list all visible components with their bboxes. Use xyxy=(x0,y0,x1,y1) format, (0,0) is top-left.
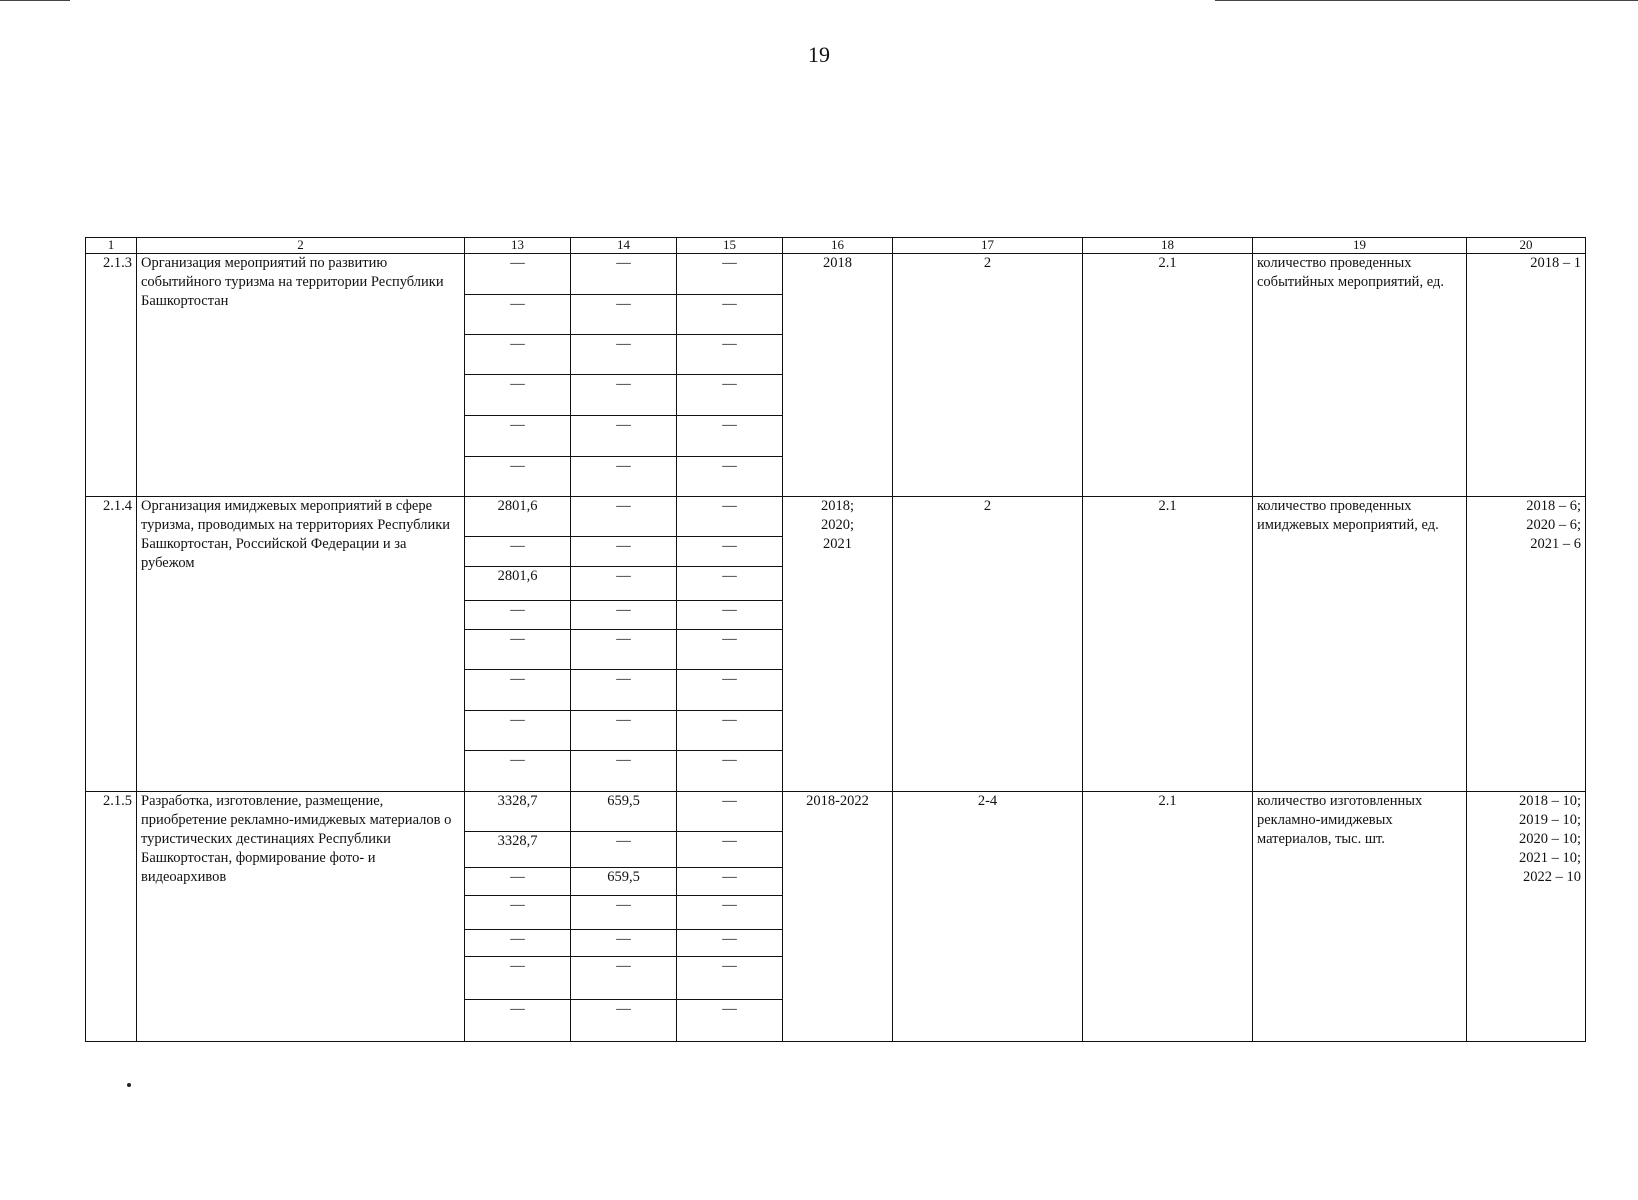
cell-col15: — xyxy=(677,567,783,601)
cell-col14: — xyxy=(571,567,677,601)
section-period: 2018-2022 xyxy=(783,792,893,1042)
cell-col14: — xyxy=(571,670,677,711)
cell-col15: — xyxy=(677,416,783,457)
section-col18: 2.1 xyxy=(1083,254,1253,497)
cell-col15: — xyxy=(677,1000,783,1042)
header-cell: 13 xyxy=(465,238,571,254)
cell-col15: — xyxy=(677,537,783,567)
cell-col15: — xyxy=(677,630,783,670)
plan-table xyxy=(85,237,1586,1042)
section-name: Организация мероприятий по развитию событийного туризма на территории Республики Башкортостан xyxy=(137,254,465,497)
cell-col14: — xyxy=(571,711,677,751)
section-indicator: количество изготовленных рекламно-имиджевых материалов, тыс. шт. xyxy=(1253,792,1467,1042)
cell-col14: — xyxy=(571,335,677,375)
section-col18: 2.1 xyxy=(1083,792,1253,1042)
cell-col14: — xyxy=(571,1000,677,1042)
cell-col14: — xyxy=(571,896,677,930)
stray-mark xyxy=(127,1083,131,1087)
cell-col15: — xyxy=(677,254,783,295)
cell-col14: — xyxy=(571,537,677,567)
table-row xyxy=(86,497,1586,537)
cell-col14: — xyxy=(571,930,677,957)
cell-col15: — xyxy=(677,868,783,896)
scan-edge-right xyxy=(1215,0,1638,1)
cell-col13: — xyxy=(465,751,571,792)
cell-col13: — xyxy=(465,957,571,1000)
cell-col15: — xyxy=(677,601,783,630)
cell-col13: — xyxy=(465,868,571,896)
cell-col14: — xyxy=(571,375,677,416)
cell-col13: — xyxy=(465,416,571,457)
cell-col13: — xyxy=(465,335,571,375)
cell-col14: — xyxy=(571,457,677,497)
section-name: Организация имиджевых мероприятий в сфере туризма, проводимых на территориях Республики Башкортостан, Российской Федерации и за рубежом xyxy=(137,497,465,792)
cell-col14: — xyxy=(571,751,677,792)
cell-col15: — xyxy=(677,751,783,792)
cell-col15: — xyxy=(677,375,783,416)
cell-col15: — xyxy=(677,295,783,335)
section-target: 2018 – 10; 2019 – 10; 2020 – 10; 2021 – 10; 2022 – 10 xyxy=(1467,792,1586,1042)
section-period: 2018 xyxy=(783,254,893,497)
header-cell: 15 xyxy=(677,238,783,254)
cell-col13: — xyxy=(465,295,571,335)
cell-col14: 659,5 xyxy=(571,792,677,832)
section-name: Разработка, изготовление, размещение, приобретение рекламно-имиджевых материалов о туристических дестинациях Республики Башкортостан, формирование фото- и видеоархивов xyxy=(137,792,465,1042)
cell-col13: — xyxy=(465,630,571,670)
cell-col15: — xyxy=(677,957,783,1000)
page-number: 19 xyxy=(808,42,830,67)
section-code: 2.1.3 xyxy=(86,254,137,497)
cell-col15: — xyxy=(677,457,783,497)
cell-col13: — xyxy=(465,896,571,930)
cell-col15: — xyxy=(677,896,783,930)
cell-col13: — xyxy=(465,1000,571,1042)
cell-col14: — xyxy=(571,295,677,335)
header-cell: 2 xyxy=(137,238,465,254)
cell-col15: — xyxy=(677,792,783,832)
cell-col13: 2801,6 xyxy=(465,567,571,601)
cell-col13: — xyxy=(465,375,571,416)
header-cell: 19 xyxy=(1253,238,1467,254)
cell-col14: — xyxy=(571,416,677,457)
section-code: 2.1.5 xyxy=(86,792,137,1042)
table-row xyxy=(86,254,1586,295)
header-cell: 1 xyxy=(86,238,137,254)
cell-col13: — xyxy=(465,670,571,711)
section-period: 2018; 2020; 2021 xyxy=(783,497,893,792)
cell-col14: 659,5 xyxy=(571,868,677,896)
cell-col13: — xyxy=(465,601,571,630)
cell-col15: — xyxy=(677,832,783,868)
section-indicator: количество проведенных имиджевых мероприятий, ед. xyxy=(1253,497,1467,792)
scan-edge-left xyxy=(0,0,70,1)
cell-col13: — xyxy=(465,537,571,567)
cell-col13: — xyxy=(465,457,571,497)
section-indicator: количество проведенных событийных мероприятий, ед. xyxy=(1253,254,1467,497)
cell-col14: — xyxy=(571,601,677,630)
section-target: 2018 – 1 xyxy=(1467,254,1586,497)
cell-col14: — xyxy=(571,254,677,295)
cell-col13: — xyxy=(465,711,571,751)
section-col18: 2.1 xyxy=(1083,497,1253,792)
section-target: 2018 – 6; 2020 – 6; 2021 – 6 xyxy=(1467,497,1586,792)
header-cell: 16 xyxy=(783,238,893,254)
header-row xyxy=(86,238,1586,254)
cell-col14: — xyxy=(571,957,677,1000)
cell-col13: 3328,7 xyxy=(465,792,571,832)
header-cell: 20 xyxy=(1467,238,1586,254)
cell-col14: — xyxy=(571,832,677,868)
header-cell: 14 xyxy=(571,238,677,254)
section-code: 2.1.4 xyxy=(86,497,137,792)
cell-col15: — xyxy=(677,711,783,751)
section-col17: 2 xyxy=(893,497,1083,792)
cell-col14: — xyxy=(571,630,677,670)
cell-col13: 3328,7 xyxy=(465,832,571,868)
cell-col15: — xyxy=(677,335,783,375)
cell-col13: — xyxy=(465,254,571,295)
cell-col13: — xyxy=(465,930,571,957)
cell-col14: — xyxy=(571,497,677,537)
section-col17: 2 xyxy=(893,254,1083,497)
header-cell: 18 xyxy=(1083,238,1253,254)
table-row xyxy=(86,792,1586,832)
cell-col15: — xyxy=(677,670,783,711)
cell-col15: — xyxy=(677,497,783,537)
cell-col13: 2801,6 xyxy=(465,497,571,537)
header-cell: 17 xyxy=(893,238,1083,254)
cell-col15: — xyxy=(677,930,783,957)
section-col17: 2-4 xyxy=(893,792,1083,1042)
